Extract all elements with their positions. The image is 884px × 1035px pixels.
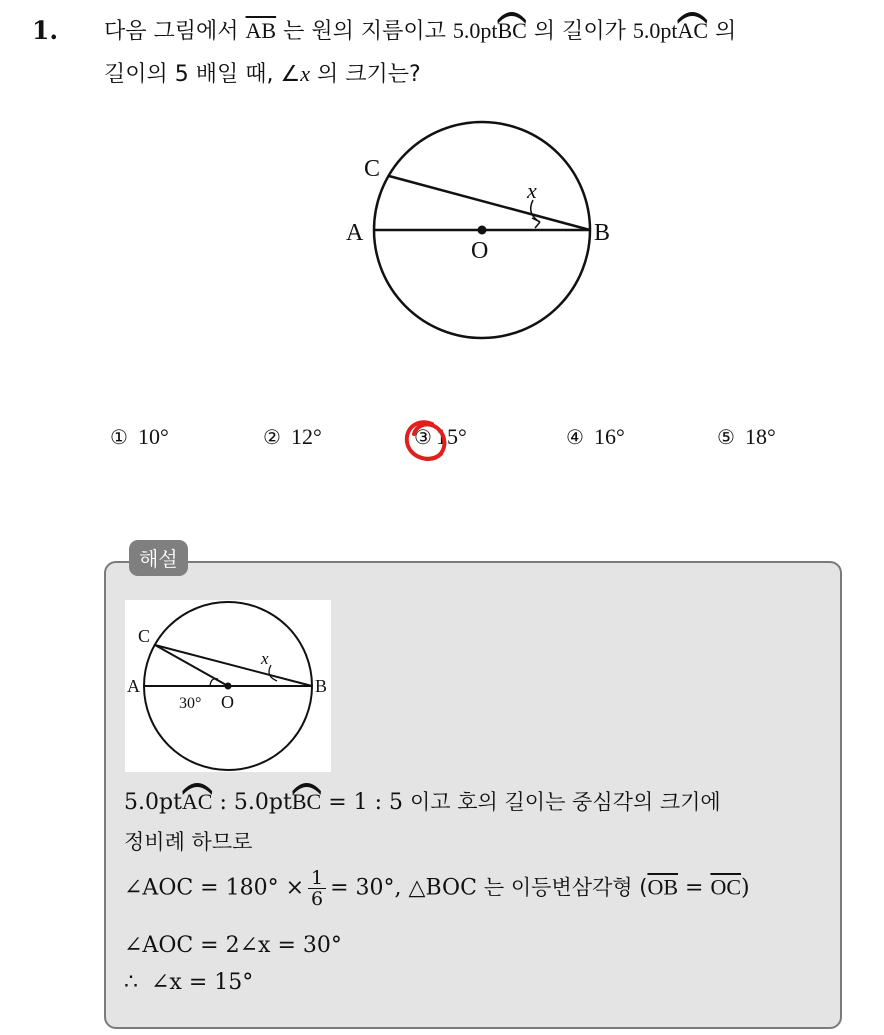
solution-chord-bc xyxy=(155,645,312,686)
solution-arc-ac xyxy=(182,789,213,815)
variable-x: x xyxy=(300,61,310,86)
label-b: B xyxy=(594,220,611,246)
solution-line-3-close: ) xyxy=(741,875,750,901)
question-text-2: 는 원의 지름이고 xyxy=(283,19,446,44)
choice-1[interactable] xyxy=(110,424,169,450)
solution-pt-1: 5.0pt xyxy=(124,790,182,815)
question-text-1: 다음 그림에서 xyxy=(104,19,239,44)
solution-pt-2: 5.0pt xyxy=(233,790,292,815)
segment-ob: $\overline{OB}$ xyxy=(647,874,679,900)
solution-arc-bc xyxy=(292,789,321,815)
solution-angle-x-arc xyxy=(269,665,277,681)
solution-line-2: 정비례 하므로 xyxy=(124,830,253,854)
label-o: O xyxy=(471,238,489,264)
solution-line-3-text: 는 이등변삼각형 ( xyxy=(483,875,648,900)
choice-5-value: 18° xyxy=(744,424,776,449)
pt-text-1: 5.0pt xyxy=(452,18,498,43)
label-x: x xyxy=(527,178,537,203)
choice-3-value: 15° xyxy=(435,424,467,449)
solution-arc-ac-label: AC xyxy=(181,789,213,814)
choice-1-symbol: ① xyxy=(110,425,128,449)
angle-symbol: ∠ xyxy=(280,61,301,86)
center-point xyxy=(478,226,487,235)
answer-mark-icon xyxy=(402,416,450,466)
segment-ab: $\overline{AB}$ xyxy=(245,18,277,43)
solution-ratio: = 1 : 5 xyxy=(328,790,404,815)
label-c: C xyxy=(364,156,381,182)
choice-5-symbol: ⑤ xyxy=(717,425,735,449)
fraction-numerator: 1 xyxy=(308,868,326,889)
choice-3-symbol: ③ xyxy=(414,425,432,449)
solution-line-5-text: ∠x = 15° xyxy=(151,970,254,995)
choice-4[interactable] xyxy=(566,424,625,450)
solution-line-3-lhs: ∠AOC = 180° × xyxy=(124,875,305,901)
solution-line-4: ∠AOC = 2∠x = 30° xyxy=(124,933,342,958)
solution-line-3 xyxy=(124,868,750,909)
question-line2-text-1: 길이의 5 배일 때, xyxy=(104,62,274,87)
solution-center-point xyxy=(225,683,232,690)
solution-colon: : xyxy=(219,790,227,815)
solution-label-b: B xyxy=(315,676,328,696)
choice-2[interactable] xyxy=(263,424,322,450)
circle-figure xyxy=(0,0,884,400)
fraction-denominator: 6 xyxy=(311,888,324,910)
solution-fraction xyxy=(308,868,326,909)
solution-line-3-eq: = xyxy=(685,875,704,901)
solution-label-30: 30° xyxy=(179,695,202,712)
solution-line-3-mid: = 30°, △BOC xyxy=(330,875,477,901)
segment-oc: $\overline{OC}$ xyxy=(710,874,742,900)
chord-bc xyxy=(389,176,590,230)
solution-line-1 xyxy=(124,786,721,816)
choice-4-value: 16° xyxy=(593,424,625,449)
question-line2-text-2: 의 크기는? xyxy=(316,62,421,87)
solution-figure xyxy=(125,600,331,772)
choice-1-value: 10° xyxy=(137,424,169,449)
arc-hat-icon xyxy=(292,783,321,793)
arc-hat-icon xyxy=(182,783,213,793)
solution-line-5 xyxy=(124,970,253,995)
label-a: A xyxy=(346,220,364,246)
solution-arc-bc-label: BC xyxy=(291,789,322,814)
pt-text-2: 5.0pt xyxy=(632,18,678,43)
solution-line-1-text: 이고 호의 길이는 중심각의 크기에 xyxy=(410,790,721,814)
solution-label-o: O xyxy=(221,692,234,712)
therefore-symbol: ∴ xyxy=(124,970,138,995)
solution-label-x: x xyxy=(261,649,269,668)
solution-label-a: A xyxy=(127,676,140,696)
arc-ac-label: AC xyxy=(677,18,709,43)
question-text-3: 의 길이가 xyxy=(533,19,626,44)
choice-4-symbol: ④ xyxy=(566,425,584,449)
solution-tag: 해설 xyxy=(129,540,188,576)
solution-label-c: C xyxy=(138,626,151,646)
angle-arrow-icon xyxy=(532,218,540,228)
choice-5[interactable] xyxy=(717,424,776,450)
solution-radius-oc xyxy=(155,645,228,686)
choice-2-symbol: ② xyxy=(263,425,281,449)
choice-2-value: 12° xyxy=(290,424,322,449)
question-number: 1. xyxy=(32,16,59,45)
arc-bc-label: BC xyxy=(497,18,527,43)
question-text-4: 의 xyxy=(715,19,737,44)
